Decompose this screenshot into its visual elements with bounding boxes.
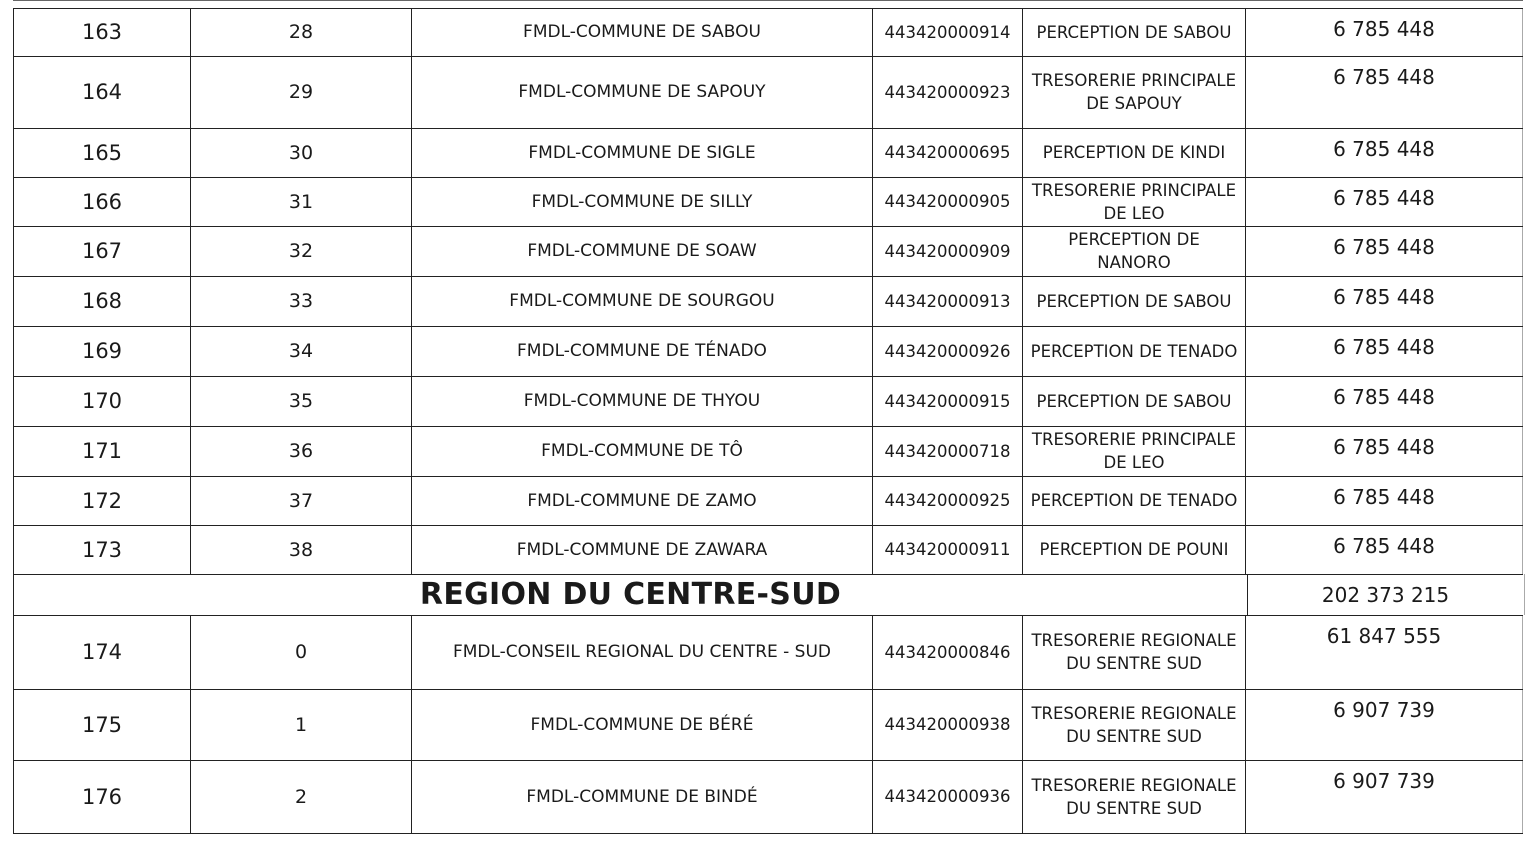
commune-order-cell: 28 bbox=[191, 8, 412, 56]
region-header-row bbox=[13, 574, 1523, 615]
entity-name-cell: FMDL-COMMUNE DE ZAMO bbox=[412, 476, 873, 525]
table-row bbox=[13, 376, 1523, 426]
row-divider bbox=[13, 574, 1523, 575]
row-number-cell: 176 bbox=[13, 760, 191, 833]
entity-name-cell: FMDL-COMMUNE DE SOAW bbox=[412, 226, 873, 276]
commune-order-cell: 36 bbox=[191, 426, 412, 476]
table-top-edge bbox=[13, 0, 1523, 1]
table-row bbox=[13, 326, 1523, 376]
amount-cell: 6 785 448 bbox=[1246, 56, 1523, 128]
row-number-cell: 175 bbox=[13, 689, 191, 760]
commune-order-cell: 37 bbox=[191, 476, 412, 525]
amount-cell: 6 907 739 bbox=[1246, 689, 1523, 760]
treasury-office-cell: TRESORERIE PRINCIPALE DE LEO bbox=[1023, 426, 1246, 476]
amount-cell: 6 785 448 bbox=[1246, 226, 1523, 276]
entity-name-cell: FMDL-COMMUNE DE SIGLE bbox=[412, 128, 873, 177]
row-number-cell: 163 bbox=[13, 8, 191, 56]
treasury-office-cell: PERCEPTION DE TENADO bbox=[1023, 476, 1246, 525]
amount-cell: 6 785 448 bbox=[1246, 276, 1523, 326]
account-number-cell: 443420000926 bbox=[873, 326, 1023, 376]
row-divider bbox=[13, 615, 1523, 616]
table-row bbox=[13, 426, 1523, 476]
table-row bbox=[13, 476, 1523, 525]
treasury-office-cell: TRESORERIE REGIONALE DU SENTRE SUD bbox=[1023, 689, 1246, 760]
row-divider bbox=[13, 476, 1523, 477]
row-number-cell: 165 bbox=[13, 128, 191, 177]
commune-order-cell: 29 bbox=[191, 56, 412, 128]
treasury-office-cell: PERCEPTION DE POUNI bbox=[1023, 525, 1246, 574]
table-row bbox=[13, 226, 1523, 276]
entity-name-cell: FMDL-COMMUNE DE SAPOUY bbox=[412, 56, 873, 128]
row-divider bbox=[13, 276, 1523, 277]
table-row bbox=[13, 689, 1523, 760]
entity-name-cell: FMDL-COMMUNE DE BÉRÉ bbox=[412, 689, 873, 760]
amount-cell: 6 785 448 bbox=[1246, 8, 1523, 56]
entity-name-cell: FMDL-COMMUNE DE BINDÉ bbox=[412, 760, 873, 833]
row-number-cell: 174 bbox=[13, 615, 191, 689]
treasury-office-cell: PERCEPTION DE SABOU bbox=[1023, 376, 1246, 426]
commune-order-cell: 35 bbox=[191, 376, 412, 426]
row-divider bbox=[13, 326, 1523, 327]
region-title: REGION DU CENTRE-SUD bbox=[14, 574, 1248, 615]
entity-name-cell: FMDL-COMMUNE DE SABOU bbox=[412, 8, 873, 56]
table-bottom-border bbox=[13, 833, 1523, 834]
amount-cell: 6 785 448 bbox=[1246, 128, 1523, 177]
entity-name-cell: FMDL-COMMUNE DE TÔ bbox=[412, 426, 873, 476]
account-number-cell: 443420000846 bbox=[873, 615, 1023, 689]
commune-order-cell: 2 bbox=[191, 760, 412, 833]
account-number-cell: 443420000923 bbox=[873, 56, 1023, 128]
table-row bbox=[13, 760, 1523, 833]
row-divider bbox=[13, 56, 1523, 57]
row-divider bbox=[13, 426, 1523, 427]
account-number-cell: 443420000914 bbox=[873, 8, 1023, 56]
row-number-cell: 168 bbox=[13, 276, 191, 326]
treasury-office-cell: TRESORERIE PRINCIPALE DE SAPOUY bbox=[1023, 56, 1246, 128]
row-number-cell: 173 bbox=[13, 525, 191, 574]
entity-name-cell: FMDL-COMMUNE DE THYOU bbox=[412, 376, 873, 426]
account-number-cell: 443420000905 bbox=[873, 177, 1023, 226]
row-divider bbox=[13, 128, 1523, 129]
amount-cell: 61 847 555 bbox=[1246, 615, 1523, 689]
commune-order-cell: 33 bbox=[191, 276, 412, 326]
account-number-cell: 443420000915 bbox=[873, 376, 1023, 426]
treasury-office-cell: TRESORERIE PRINCIPALE DE LEO bbox=[1023, 177, 1246, 226]
entity-name-cell: FMDL-COMMUNE DE ZAWARA bbox=[412, 525, 873, 574]
allocation-table bbox=[13, 0, 1523, 835]
row-number-cell: 171 bbox=[13, 426, 191, 476]
commune-order-cell: 38 bbox=[191, 525, 412, 574]
row-divider bbox=[13, 760, 1523, 761]
table-row bbox=[13, 8, 1523, 56]
row-number-cell: 169 bbox=[13, 326, 191, 376]
amount-cell: 6 785 448 bbox=[1246, 177, 1523, 226]
row-divider bbox=[13, 376, 1523, 377]
treasury-office-cell: TRESORERIE REGIONALE DU SENTRE SUD bbox=[1023, 760, 1246, 833]
entity-name-cell: FMDL-COMMUNE DE SOURGOU bbox=[412, 276, 873, 326]
table-row bbox=[13, 615, 1523, 689]
table-row bbox=[13, 525, 1523, 574]
entity-name-cell: FMDL-COMMUNE DE TÉNADO bbox=[412, 326, 873, 376]
account-number-cell: 443420000911 bbox=[873, 525, 1023, 574]
row-number-cell: 166 bbox=[13, 177, 191, 226]
row-divider bbox=[13, 525, 1523, 526]
table-row bbox=[13, 128, 1523, 177]
account-number-cell: 443420000909 bbox=[873, 226, 1023, 276]
table-row bbox=[13, 177, 1523, 226]
account-number-cell: 443420000925 bbox=[873, 476, 1023, 525]
row-divider bbox=[13, 177, 1523, 178]
amount-cell: 6 785 448 bbox=[1246, 476, 1523, 525]
row-divider bbox=[13, 8, 1523, 9]
account-number-cell: 443420000936 bbox=[873, 760, 1023, 833]
treasury-office-cell: PERCEPTION DE NANORO bbox=[1023, 226, 1246, 276]
row-number-cell: 170 bbox=[13, 376, 191, 426]
row-divider bbox=[13, 689, 1523, 690]
amount-cell: 6 785 448 bbox=[1246, 426, 1523, 476]
treasury-office-cell: PERCEPTION DE KINDI bbox=[1023, 128, 1246, 177]
region-total: 202 373 215 bbox=[1247, 574, 1525, 615]
treasury-office-cell: PERCEPTION DE TENADO bbox=[1023, 326, 1246, 376]
treasury-office-cell: PERCEPTION DE SABOU bbox=[1023, 276, 1246, 326]
account-number-cell: 443420000695 bbox=[873, 128, 1023, 177]
row-divider bbox=[13, 226, 1523, 227]
account-number-cell: 443420000938 bbox=[873, 689, 1023, 760]
commune-order-cell: 1 bbox=[191, 689, 412, 760]
treasury-office-cell: TRESORERIE REGIONALE DU SENTRE SUD bbox=[1023, 615, 1246, 689]
table-row bbox=[13, 56, 1523, 128]
row-number-cell: 172 bbox=[13, 476, 191, 525]
row-number-cell: 164 bbox=[13, 56, 191, 128]
amount-cell: 6 907 739 bbox=[1246, 760, 1523, 833]
commune-order-cell: 30 bbox=[191, 128, 412, 177]
entity-name-cell: FMDL-CONSEIL REGIONAL DU CENTRE - SUD bbox=[412, 615, 873, 689]
amount-cell: 6 785 448 bbox=[1246, 525, 1523, 574]
entity-name-cell: FMDL-COMMUNE DE SILLY bbox=[412, 177, 873, 226]
commune-order-cell: 0 bbox=[191, 615, 412, 689]
amount-cell: 6 785 448 bbox=[1246, 326, 1523, 376]
treasury-office-cell: PERCEPTION DE SABOU bbox=[1023, 8, 1246, 56]
table-row bbox=[13, 276, 1523, 326]
account-number-cell: 443420000913 bbox=[873, 276, 1023, 326]
amount-cell: 6 785 448 bbox=[1246, 376, 1523, 426]
account-number-cell: 443420000718 bbox=[873, 426, 1023, 476]
row-number-cell: 167 bbox=[13, 226, 191, 276]
commune-order-cell: 34 bbox=[191, 326, 412, 376]
commune-order-cell: 31 bbox=[191, 177, 412, 226]
commune-order-cell: 32 bbox=[191, 226, 412, 276]
